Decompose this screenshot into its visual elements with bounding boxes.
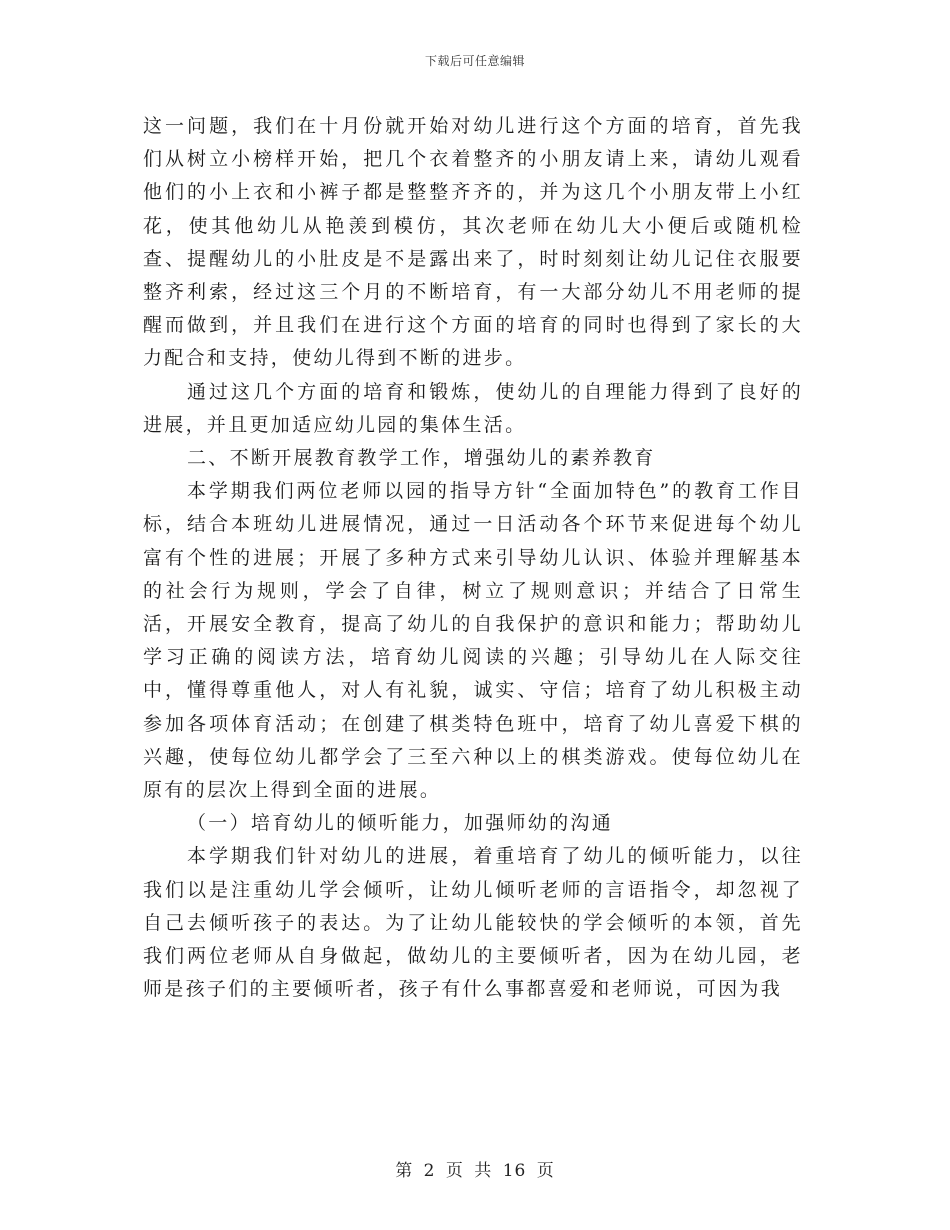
paragraph-self-care-summary: 通过这几个方面的培育和锻炼，使幼儿的自理能力得到了良好的进展，并且更加适应幼儿园的集体生活。 (143, 380, 803, 436)
paragraph-semester-goals: 本学期我们两位老师以园的指导方针“全面加特色”的教育工作目标，结合本班幼儿进展情况，通过一日活动各个环节来促进每个幼儿富有个性的进展；开展了多种方式来引导幼儿认识、体验并理解基本的社会行为规则，学会了自律，树立了规则意识；并结合了日常生活，开展安全教育，提高了幼儿的自我保护的意识和能力；帮助幼儿学习正确的阅读方法，培育幼儿阅读的兴趣；引导幼儿在人际交往中，懂得尊重他人，对人有礼貌，诚实、守信；培育了幼儿积极主动参加各项体育活动；在创建了棋类特色班中，培育了幼儿喜爱下棋的兴趣，使每位幼儿都学会了三至六种以上的棋类游戏。使每位幼儿在原有的层次上得到全面的进展。 (143, 480, 803, 802)
page-number-footer: 第 2 页 共 16 页 (395, 1161, 555, 1181)
page-header: 下载后可任意编辑 (424, 54, 525, 68)
section-heading: 二、不断开展教育教学工作，增强幼儿的素养教育 (187, 447, 656, 470)
paragraph-continuation: 这一问题，我们在十月份就开始对幼儿进行这个方面的培育，首先我们从树立小榜样开始，把几个衣着整齐的小朋友请上来，请幼儿观看他们的小上衣和小裤子都是整整齐齐的，并为这几个小朋友带上小红花，使其他幼儿从艳羡到模仿，其次老师在幼儿大小便后或随机检查、提醒幼儿的小肚皮是不是露出来了，时时刻刻让幼儿记住衣服要整齐利索，经过这三个月的不断培育，有一大部分幼儿不用老师的提醒而做到，并且我们在进行这个方面的培育的同时也得到了家长的大力配合和支持，使幼儿得到不断的进步。 (143, 115, 803, 370)
paragraph-listening-ability: 本学期我们针对幼儿的进展，着重培育了幼儿的倾听能力，以往我们以是注重幼儿学会倾听，让幼儿倾听老师的言语指令，却忽视了自己去倾听孩子的表达。为了让幼儿能较快的学会倾听的本领，首先我们两位老师从自身做起，做幼儿的主要倾听者，因为在幼儿园，老师是孩子们的主要倾听者，孩子有什么事都喜爱和老师说，可因为我 (143, 845, 803, 1001)
document-body (143, 110, 803, 1006)
subsection-heading: （一）培育幼儿的倾听能力，加强师幼的沟通 (187, 812, 614, 835)
